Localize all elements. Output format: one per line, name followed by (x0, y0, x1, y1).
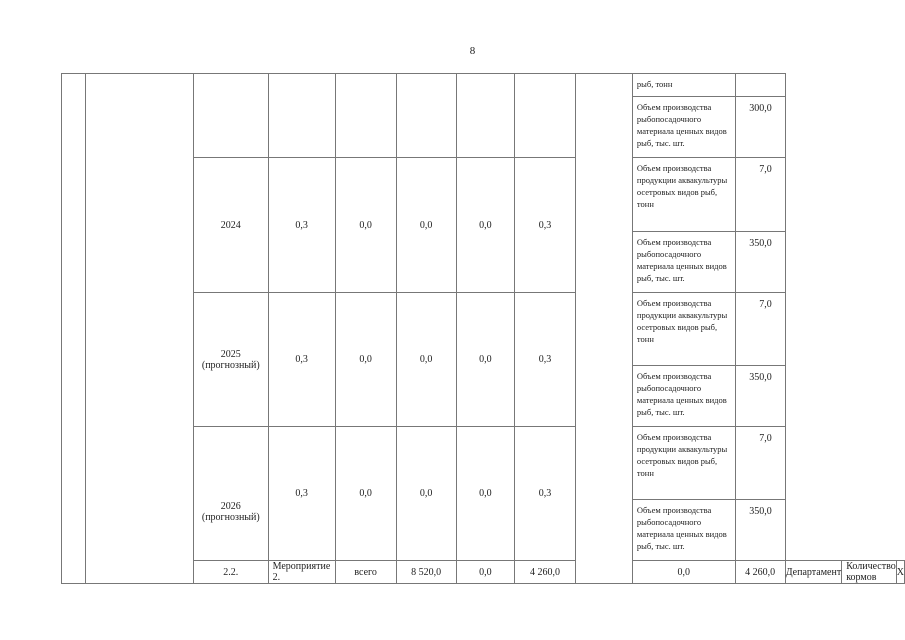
indicator-cell: Объем производства продукции аквакультуры осетровых видов рыб, тонн (632, 293, 735, 366)
amount-cell: 0,3 (268, 293, 335, 427)
amount-cell: 0,3 (515, 427, 576, 561)
indicator-value-cell: 7,0 (735, 158, 785, 232)
amount-cell: 0,3 (268, 158, 335, 293)
amount-cell (456, 74, 514, 158)
amount-cell: 0,3 (515, 293, 576, 427)
indicator-cell: Объем производства рыбопосадочного материала ценных видов рыб, тыс. шт. (632, 500, 735, 561)
period-cell: всего (335, 561, 396, 584)
indicator-value-cell: 7,0 (735, 293, 785, 366)
indicator-cell: Объем производства рыбопосадочного материала ценных видов рыб, тыс. шт. (632, 232, 735, 293)
amount-cell: 4 260,0 (735, 561, 785, 584)
indicator-cell: Количество кормов (842, 561, 897, 584)
indicator-cell: рыб, тонн (632, 74, 735, 97)
amount-cell: 4 260,0 (515, 561, 576, 584)
amount-cell: 0,0 (456, 158, 514, 293)
indicator-cell: Объем производства продукции аквакультуры осетровых видов рыб, тонн (632, 158, 735, 232)
year-label: 2026 (220, 500, 241, 512)
indicator-cell: Объем производства продукции аквакультуры осетровых видов рыб, тонн (632, 427, 735, 500)
indicator-value-cell: 350,0 (735, 232, 785, 293)
number-cell (62, 74, 86, 584)
year-cell (194, 293, 269, 427)
program-table (61, 73, 905, 584)
amount-cell: 0,0 (335, 427, 396, 561)
year-cell: 2024 (194, 158, 269, 293)
forecast-note: (прогнозный) (201, 511, 260, 523)
table-row (62, 74, 905, 97)
amount-cell: 0,0 (632, 561, 735, 584)
amount-cell: 0,3 (515, 158, 576, 293)
amount-cell (335, 74, 396, 158)
forecast-note: (прогнозный) (201, 359, 260, 371)
indicator-cell: Объем производства рыбопосадочного материала ценных видов рыб, тыс. шт. (632, 97, 735, 158)
amount-cell: 0,0 (396, 427, 456, 561)
amount-cell: 0,0 (456, 427, 514, 561)
event-name-cell (86, 74, 194, 584)
indicator-value-cell: 300,0 (735, 97, 785, 158)
amount-cell: 0,0 (456, 293, 514, 427)
amount-cell (515, 74, 576, 158)
amount-cell (396, 74, 456, 158)
amount-cell (268, 74, 335, 158)
amount-cell: 8 520,0 (396, 561, 456, 584)
amount-cell: 0,0 (396, 293, 456, 427)
indicator-value-cell (735, 74, 785, 97)
year-label: 2025 (220, 348, 241, 360)
number-cell: 2.2. (194, 561, 269, 584)
amount-cell: 0,0 (456, 561, 514, 584)
amount-cell: 0,0 (335, 293, 396, 427)
year-cell (194, 427, 269, 561)
indicator-value-cell: 7,0 (735, 427, 785, 500)
page-number: 8 (469, 45, 476, 57)
amount-cell: 0,0 (396, 158, 456, 293)
indicator-cell: Объем производства рыбопосадочного материала ценных видов рыб, тыс. шт. (632, 366, 735, 427)
indicator-value-cell: 350,0 (735, 500, 785, 561)
executor-cell: Департамент (785, 561, 841, 584)
event-name-cell: Мероприятие 2. (268, 561, 335, 584)
amount-cell: 0,0 (335, 158, 396, 293)
amount-cell: 0,3 (268, 427, 335, 561)
executor-cell (575, 74, 632, 584)
year-cell (194, 74, 269, 158)
indicator-value-cell: Х (896, 561, 904, 584)
indicator-value-cell: 350,0 (735, 366, 785, 427)
